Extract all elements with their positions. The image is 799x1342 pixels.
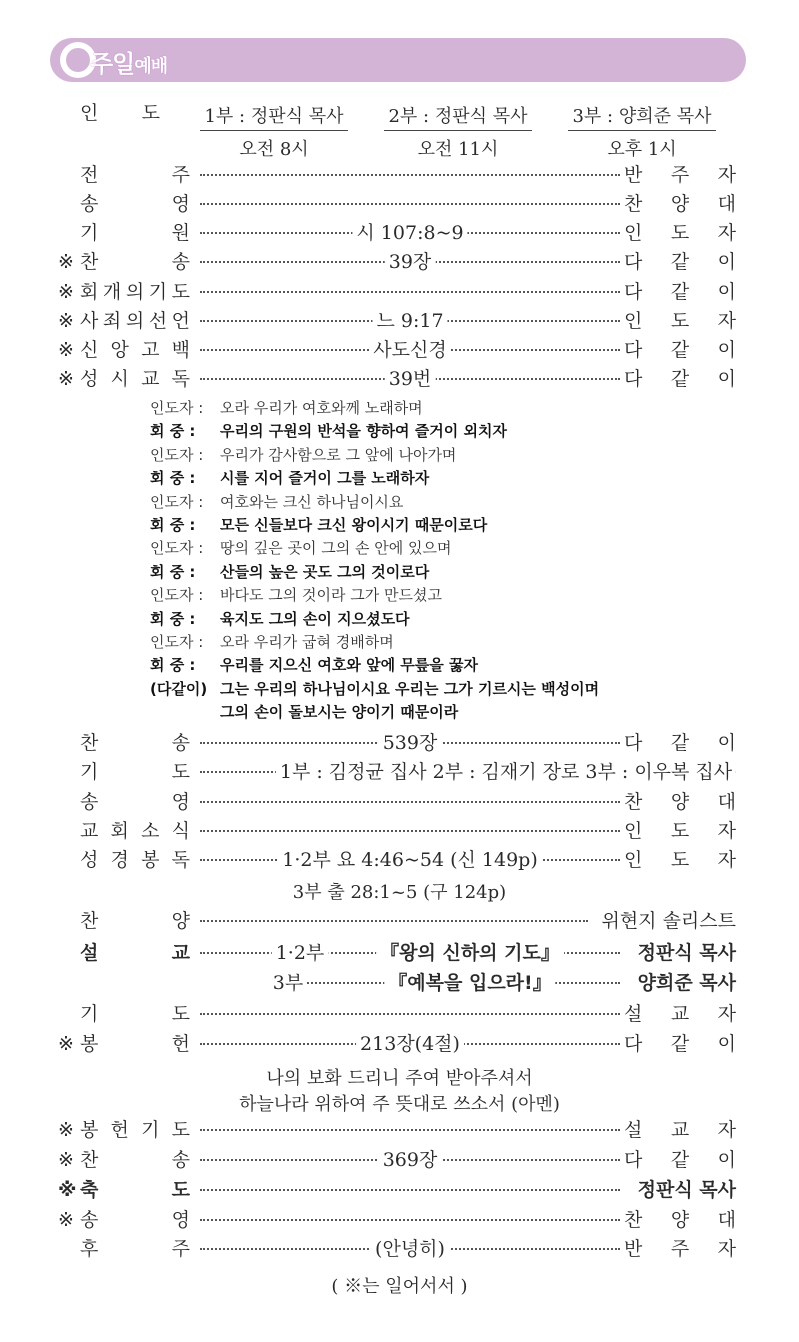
item-detail: (안녕히) [371, 1234, 449, 1264]
title-sub: 예배 [134, 56, 168, 77]
service-3: 3부 : 양희준 목사 오후 1시 [568, 102, 716, 161]
item-label: ※ 축 도 [58, 1175, 193, 1205]
item-leader: 다 같 이 [624, 281, 736, 303]
item-leader: 다 같 이 [624, 732, 736, 754]
item-label: 전 주 [80, 164, 190, 186]
item-detail: 1·2부 요 4:46~54 (신 149p) [278, 845, 541, 875]
item-label: 설 교 [80, 942, 190, 964]
item-label: 후 주 [80, 1238, 190, 1260]
order-item-sermon [0, 938, 799, 968]
reading-speaker: 인도자 : [150, 539, 204, 558]
item-leader: 다 같 이 [624, 339, 736, 361]
item-leader: 인 도 자 [624, 849, 736, 871]
item-leader: 반 주 자 [624, 164, 736, 186]
item-label: 교 회 소 식 [80, 820, 190, 842]
order-item [0, 160, 799, 190]
item-label: 찬 송 [80, 732, 190, 754]
item-detail: 39번 [385, 364, 436, 394]
item-detail: 느 9:17 [372, 306, 447, 336]
order-item [0, 757, 799, 787]
reading-speaker: 인도자 : [150, 399, 204, 417]
reading-line [150, 701, 599, 724]
reading-line [150, 491, 599, 514]
item-leader: 설 교 자 [624, 1119, 736, 1141]
item-label: ※ 성 시 교 독 [58, 364, 193, 394]
item-leader: 반 주 자 [624, 1238, 736, 1260]
reading-text: 그의 손이 돌보시는 양이기 때문이라 [220, 703, 459, 722]
order-item [0, 306, 799, 336]
reading-text: 바다도 그의 것이라 그가 만드셨고 [220, 586, 442, 605]
sermon-part: 1·2부 [272, 938, 329, 968]
reading-text: 오라 우리가 여호와께 노래하며 [220, 399, 423, 417]
stand-mark: ※ [58, 339, 74, 361]
reading-text: 그는 우리의 하나님이시요 우리는 그가 기르시는 백성이며 [220, 679, 600, 698]
service-1: 1부 : 정판식 목사 오전 8시 [200, 102, 348, 161]
item-detail: 『예복을 입으라!』 [384, 968, 555, 998]
reading-speaker: 회 중 : [150, 609, 196, 628]
item-label: 성 경 봉 독 [80, 849, 190, 871]
item-leader: 인 도 자 [624, 222, 736, 244]
item-detail: 사도신경 [369, 335, 450, 365]
leader-dots [200, 1129, 620, 1131]
item-detail: 39장 [385, 247, 436, 277]
reading-speaker: (다같이) [150, 679, 208, 698]
reading-text: 모든 신들보다 크신 왕이시기 때문이로다 [220, 516, 488, 535]
item-leader: 정판식 목사 [637, 942, 736, 964]
leader-dots [200, 801, 620, 803]
item-leader: 설 교 자 [624, 1003, 736, 1025]
item-label: 송 영 [80, 791, 190, 813]
item-detail: 213장(4절) [356, 1029, 464, 1059]
order-item [0, 816, 799, 846]
item-leader: 다 같 이 [624, 368, 736, 390]
item-label: 기 도 [80, 761, 190, 783]
reading-speaker: 인도자 : [150, 586, 204, 605]
reading-line [150, 678, 599, 701]
item-leader: 양희준 목사 [637, 972, 736, 994]
intro-label: 인 도 [80, 102, 160, 124]
order-item [0, 335, 799, 365]
reading-text: 땅의 깊은 곳이 그의 손 안에 있으며 [220, 539, 452, 558]
reading-text: 우리를 지으신 여호와 앞에 무릎을 꿇자 [220, 656, 478, 675]
stand-mark: ※ [58, 1033, 74, 1055]
order-item [0, 1029, 799, 1059]
stand-mark: ※ [58, 1149, 74, 1171]
leader-dots [200, 1219, 620, 1221]
order-item [0, 999, 799, 1029]
order-item [0, 1145, 799, 1175]
order-item [0, 845, 799, 875]
reading-line [150, 444, 599, 467]
item-leader: 찬 양 대 [624, 791, 736, 813]
reading-line [150, 561, 599, 584]
item-leader: 다 같 이 [624, 1149, 736, 1171]
item-leader: 정판식 목사 [637, 1179, 736, 1201]
item-detail: 『왕의 신하의 기도』 [376, 938, 564, 968]
item-detail: 539장 [379, 728, 442, 758]
leader-dots [200, 920, 588, 922]
leader-dots [200, 830, 620, 832]
leader-dots [200, 203, 620, 205]
leader-dots [200, 1013, 620, 1015]
stand-mark: ※ [58, 281, 74, 303]
reading-text: 시를 지어 즐거이 그를 노래하자 [220, 469, 430, 488]
stand-mark: ※ [58, 368, 74, 390]
reading-line [150, 467, 599, 490]
leader-dots [200, 1189, 620, 1191]
reading-text: 우리의 구원의 반석을 향하여 즐거이 외치자 [220, 422, 507, 441]
sermon-part: 3부 [269, 968, 307, 998]
reading-line [150, 397, 599, 420]
item-leader: 인 도 자 [624, 820, 736, 842]
item-label: ※ 신 앙 고 백 [58, 335, 193, 365]
item-label: ※ 회 개 의 기 도 [58, 277, 193, 307]
reading-text: 산들의 높은 곳도 그의 것이로다 [220, 562, 430, 581]
order-item [0, 247, 799, 277]
item-label: 기 도 [80, 1003, 190, 1025]
order-item [0, 1205, 799, 1235]
order-item [0, 277, 799, 307]
order-item [0, 218, 799, 248]
reading-speaker: 회 중 : [150, 469, 196, 488]
reading-text: 우리가 감사함으로 그 앞에 나아가며 [220, 445, 457, 464]
stand-mark: ※ [58, 1119, 74, 1141]
item-label: 기 원 [80, 222, 190, 244]
responsive-reading [150, 397, 599, 725]
reading-speaker: 회 중 : [150, 656, 196, 675]
reading-part3: 3부 출 28:1~5 (구 124p) [292, 882, 507, 903]
item-detail: 시 107:8~9 [352, 218, 467, 248]
item-label: ※ 찬 송 [58, 247, 193, 277]
item-label: ※ 사 죄 의 선 언 [58, 306, 193, 336]
item-label: ※ 찬 송 [58, 1145, 193, 1175]
reading-speaker: 인도자 : [150, 492, 204, 511]
offering-lyric-1: 나의 보화 드리니 주여 받아주셔서 [266, 1068, 533, 1089]
reading-line [150, 654, 599, 677]
service-2: 2부 : 정판식 목사 오전 11시 [384, 102, 532, 161]
reading-text: 육지도 그의 손이 지으셨도다 [220, 609, 410, 628]
stand-mark: ※ [58, 1179, 77, 1201]
order-item-benediction [0, 1175, 799, 1205]
stand-mark: ※ [58, 310, 74, 332]
order-item [0, 906, 799, 936]
reading-speaker: 인도자 : [150, 633, 204, 652]
item-leader: 찬 양 대 [624, 193, 736, 215]
reading-speaker: 회 중 : [150, 562, 196, 581]
section-title [90, 44, 167, 79]
item-leader: 위현지 솔리스트 [601, 910, 736, 932]
item-detail: 369장 [379, 1145, 442, 1175]
reading-speaker: 인도자 : [150, 445, 204, 464]
offering-lyric-2: 하늘나라 위하여 주 뜻대로 쓰소서 (아멘) [239, 1094, 560, 1115]
order-item-sermon2 [0, 968, 799, 998]
order-item [0, 787, 799, 817]
order-item [0, 1115, 799, 1145]
reading-speaker: 회 중 : [150, 516, 196, 535]
leader-dots [200, 174, 620, 176]
item-detail: 1부 : 김정균 집사 2부 : 김재기 장로 3부 : 이우복 집사 [276, 757, 736, 787]
leader-dots [200, 291, 620, 293]
item-leader: 다 같 이 [624, 1033, 736, 1055]
item-label: 송 영 [80, 193, 190, 215]
item-label: ※ 봉 헌 기 도 [58, 1115, 193, 1145]
item-leader: 다 같 이 [624, 251, 736, 273]
footer-note: ( ※는 일어서서 ) [331, 1276, 468, 1297]
reading-line [150, 631, 599, 654]
order-item [0, 728, 799, 758]
stand-mark: ※ [58, 251, 74, 273]
order-item [0, 1234, 799, 1264]
item-leader: 인 도 자 [624, 310, 736, 332]
reading-text: 오라 우리가 굽혀 경배하며 [220, 633, 394, 652]
reading-line [150, 420, 599, 443]
item-label: ※ 봉 헌 [58, 1029, 193, 1059]
item-leader: 찬 양 대 [624, 1209, 736, 1231]
reading-line [150, 584, 599, 607]
order-item [0, 189, 799, 219]
banner-ornament-inner [66, 48, 90, 72]
reading-line [150, 537, 599, 560]
reading-text: 여호와는 크신 하나님이시요 [220, 492, 404, 511]
reading-speaker: 회 중 : [150, 422, 196, 441]
title-main: 주일 [90, 50, 135, 78]
stand-mark: ※ [58, 1209, 74, 1231]
order-item [0, 364, 799, 394]
item-label: ※ 송 영 [58, 1205, 193, 1235]
item-label: 찬 양 [80, 910, 190, 932]
reading-line [150, 608, 599, 631]
reading-line [150, 514, 599, 537]
